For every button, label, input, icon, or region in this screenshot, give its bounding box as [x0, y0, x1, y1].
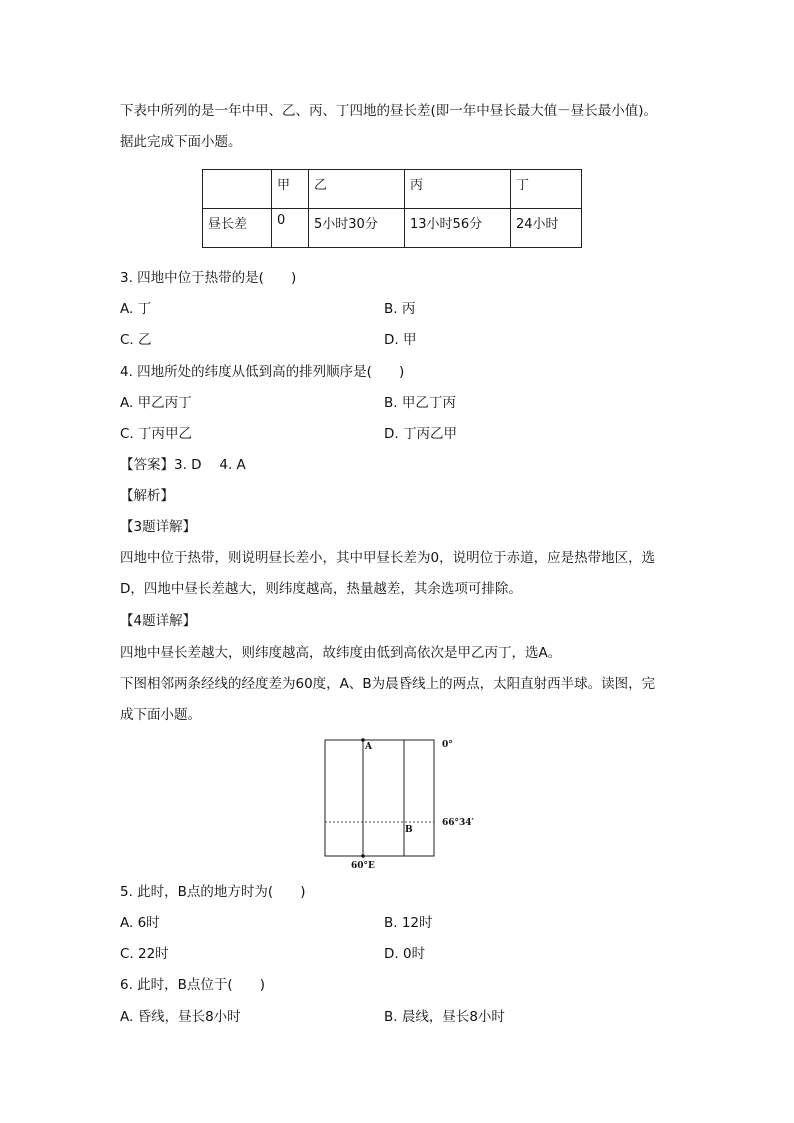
- q3-detail-line-2: D，四地中昼长差越大，则纬度越高，热量越差，其余选项可排除。: [120, 581, 522, 597]
- q5-option-a: A. 6时: [120, 915, 160, 931]
- q3-option-a: A. 丁: [120, 301, 152, 317]
- table-row: [203, 209, 582, 248]
- q5-option-d: D. 0时: [384, 946, 426, 962]
- q5-stem: 5. 此时，B点的地方时为( ): [120, 884, 306, 900]
- q3-detail-line-1: 四地中位于热带，则说明昼长差小，其中甲昼长差为0，说明位于赤道，应是热带地区，选: [120, 550, 656, 566]
- table-row: [203, 170, 582, 209]
- q5-option-c: C. 22时: [120, 946, 169, 962]
- q4-detail-heading: 【4题详解】: [120, 613, 197, 629]
- label-a: A: [365, 742, 372, 752]
- day-length-table: [202, 169, 582, 248]
- q4-detail-line-1: 四地中昼长差越大，则纬度越高，故纬度由低到高依次是甲乙丙丁，选A。: [120, 645, 562, 661]
- point-meridian-base: [361, 854, 365, 858]
- answer-line: 【答案】3. D 4. A: [120, 457, 246, 473]
- q4-stem: 4. 四地所处的纬度从低到高的排列顺序是( ): [120, 364, 405, 380]
- q3-option-c: C. 乙: [120, 332, 152, 348]
- intro-line-1: 下表中所列的是一年中甲、乙、丙、丁四地的昼长差(即一年中昼长最大值－昼长最小值)。: [120, 103, 658, 119]
- q5-option-b: B. 12时: [384, 915, 433, 931]
- diagram-frame: [325, 740, 434, 856]
- table-cell: [203, 170, 272, 209]
- q4-option-c: C. 丁丙甲乙: [120, 426, 193, 442]
- table-cell: 丁: [511, 170, 582, 209]
- analysis-heading: 【解析】: [120, 488, 174, 504]
- table-cell: 甲: [272, 170, 309, 209]
- table-cell: 丙: [405, 170, 511, 209]
- q6-option-b: B. 晨线，昼长8小时: [384, 1009, 505, 1025]
- terminator-diagram: [318, 733, 474, 873]
- label-equator: 0°: [442, 740, 453, 750]
- intro2-line-2: 成下面小题。: [120, 707, 201, 723]
- q3-stem: 3. 四地中位于热带的是( ): [120, 270, 297, 286]
- intro-line-2: 据此完成下面小题。: [120, 134, 242, 150]
- table-cell: 乙: [309, 170, 405, 209]
- q3-option-b: B. 丙: [384, 301, 416, 317]
- label-meridian: 60°E: [351, 861, 375, 871]
- q3-option-d: D. 甲: [384, 332, 417, 348]
- table-cell: 13小时56分: [405, 209, 511, 248]
- table-cell: 24小时: [511, 209, 582, 248]
- label-b: B: [405, 825, 413, 835]
- q4-option-b: B. 甲乙丁丙: [384, 395, 456, 411]
- label-arctic-circle: 66°34′: [442, 818, 474, 828]
- table-cell: 0: [272, 209, 309, 248]
- intro2-line-1: 下图相邻两条经线的经度差为60度，A、B为晨昏线上的两点，太阳直射西半球。读图，完: [120, 676, 656, 692]
- table-cell: 昼长差: [203, 209, 272, 248]
- q4-option-d: D. 丁丙乙甲: [384, 426, 457, 442]
- q6-stem: 6. 此时，B点位于( ): [120, 977, 265, 993]
- q6-option-a: A. 昏线，昼长8小时: [120, 1009, 241, 1025]
- q4-option-a: A. 甲乙丙丁: [120, 395, 192, 411]
- q3-detail-heading: 【3题详解】: [120, 519, 197, 535]
- table-cell: 5小时30分: [309, 209, 405, 248]
